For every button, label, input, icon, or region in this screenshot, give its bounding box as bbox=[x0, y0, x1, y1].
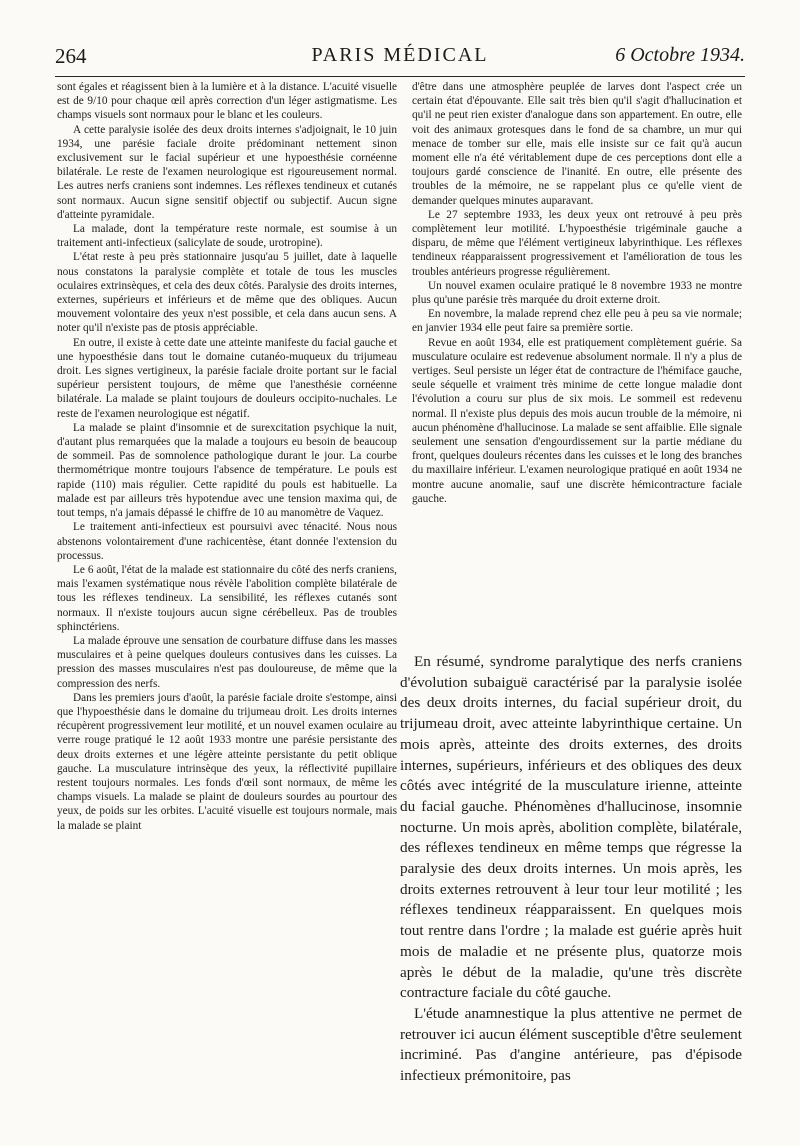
summary-paragraph: En résumé, syndrome paralytique des nerfs craniens d'évolution subaiguë caractérisé par la paralysie isolée des deux droits internes, du facial supérieur droit, du trijumeau droit, avec atteinte labyrinthique certaine. Un mois après, atteinte des droits externes, des droits internes, supérieurs, inférieurs et des obliques des deux côtés avec intégrité de la musculature irienne, atteinte du facial gauche. Phénomènes d'hallucinose, insomnie nocturne. Un mois après, abolition complète, bilatérale, des réflexes tendineux en même temps que régresse la paralysie des deux droits internes. Un mois après, les droits externes retrouvent à leur tour leur motilité ; les réflexes tendineux réapparaissent. En quelques mois tout rentre dans l'ordre ; la malade est guérie après huit mois de maladie et ne présente plus, quatorze mois après le début de la maladie, qu'une très discrète contracture faciale du côté gauche. bbox=[400, 653, 742, 1002]
paragraph: Le 27 septembre 1933, les deux yeux ont retrouvé à peu près complètement leur motilité. L'hypoesthésie trigéminale gauche a disparu, de même que l'élément vertigineux labyrinthique. Les réflexes tendineux réapparaissent progressivement et l'amélioration de tous les troubles antérieurs progresse régulièrement. bbox=[412, 208, 742, 278]
paragraph: La malade éprouve une sensation de courbature diffuse dans les masses musculaires et à peine quelques douleurs contusives dans les cuisses. La pression des masses musculaires n'est pas douloureuse, de même que la compression des nerfs. bbox=[57, 634, 397, 690]
paragraph: Dans les premiers jours d'août, la parésie faciale droite s'estompe, ainsi que l'hypoesthésie dans le domaine du trijumeau droit. Les droits internes récupèrent progressivement leur motilité, et un nouvel examen oculaire au verre rouge pratiqué le 12 août 1933 montre une parésie persistante des deux droits externes et une légère atteinte persistante du petit oblique gauche. La musculature intrinsèque des yeux, la réflectivité pupillaire restent toujours normales. Les fonds d'œil sont normaux, de même les champs visuels. La malade se plaint de douleurs sourdes au pourtour des yeux, de poids sur les orbites. L'acuité visuelle est toujours normale, mais la malade se plaint bbox=[57, 691, 397, 832]
left-column bbox=[57, 80, 397, 833]
right-column bbox=[412, 80, 742, 506]
journal-title: PARIS MÉDICAL bbox=[311, 44, 489, 66]
summary-paragraph: L'étude anamnestique la plus attentive ne permet de retrouver ici aucun élément susceptible d'être seulement incriminé. Pas d'angine antérieure, pas d'épisode infectieux prémonitoire, pas bbox=[400, 1004, 742, 1085]
page-number: 264 bbox=[55, 44, 87, 68]
paragraph: Revue en août 1934, elle est pratiquement complètement guérie. Sa musculature oculaire est redevenue absolument normale. Il n'y a plus de vertiges. Seul persiste un léger état de contracture de l'hémiface gauche, seule séquelle et vraiment très minime de cette longue maladie dont l'évolution a couru sur plus de six mois. Le sommeil est redevenu normal. Il n'existe plus depuis des mois aucun trouble de la mémoire, ni aucun phénomène d'hallucinose. La malade se sent affaiblie. Elle signale seulement une sensation d'engourdissement sur la partie médiane du front, quelques douleurs récentes dans les cuisses et le long des branches du maxillaire inférieur. L'examen neurologique pratiqué en août 1934 ne montre aucune anomalie, sauf une discrète hémicontracture faciale gauche. bbox=[412, 336, 742, 505]
paragraph: Le traitement anti-infectieux est poursuivi avec ténacité. Nous nous abstenons volontairement d'une rachicentèse, étant donnée l'extension du processus. bbox=[57, 521, 397, 562]
paragraph: En novembre, la malade reprend chez elle peu à peu sa vie normale; en janvier 1934 elle peut faire sa première sortie. bbox=[412, 308, 742, 335]
paragraph: sont égales et réagissent bien à la lumière et à la distance. L'acuité visuelle est de 9/10 pour chaque œil après correction d'un léger astigmatisme. Les champs visuels sont normaux pour le blanc et les couleurs. bbox=[57, 81, 397, 122]
paragraph: Un nouvel examen oculaire pratiqué le 8 novembre 1933 ne montre plus qu'une parésie très marquée du droit externe droit. bbox=[412, 279, 742, 307]
paragraph: A cette paralysie isolée des deux droits internes s'adjoignait, le 10 juin 1934, une parésie faciale droite prédominant nettement sinon exclusivement sur le facial supérieur et une hypoesthésie cornéenne bilatérale. Le reste de l'examen neurologique est rigoureusement normal. Les autres nerfs craniens sont indemnes. Les réflexes tendineux et cutanés sont normaux. Aucun signe sensitif objectif ou subjectif. Aucun signe d'atteinte pyramidale. bbox=[57, 123, 397, 221]
paragraph: La malade, dont la température reste normale, est soumise à un traitement anti-infectieux (salicylate de soude, urotropine). bbox=[57, 223, 397, 250]
paragraph: La malade se plaint d'insomnie et de surexcitation psychique la nuit, d'autant plus remarquées que la malade a toujours eu besoin de beaucoup de sommeil. Pas de somnolence pathologique durant le jour. La courbe thermométrique montre toujours l'absence de température. Le pouls est rapide (110) mais régulier. Cette rapidité du pouls est habituelle. La malade est par ailleurs très hypotendue avec une tension maxima qui, de tout temps, n'a jamais dépassé le chiffre de 10 au manomètre de Vaquez. bbox=[57, 421, 397, 520]
paragraph: d'être dans une atmosphère peuplée de larves dont l'aspect crée un certain état d'épouvante. Elle sait très bien qu'il s'agit d'hallucination et qu'il ne peut rien exister d'analogue dans son appartement. En outre, elle voit des animaux grotesques dans le fond de sa chambre, un mur qui menace de tomber sur elle, mais elle insiste sur ce fait qu'à aucun moment elle n'a été véritablement dupe de ces perceptions dont elle a toujours gardé conscience de l'inanité. En outre, elle présente des troubles de la mémoire, ne se rappelant plus ce qu'elle vient de demander quelques minutes auparavant. bbox=[412, 81, 742, 207]
paragraph: L'état reste à peu près stationnaire jusqu'au 5 juillet, date à laquelle nous constatons la paralysie complète et totale de tous les muscles oculaires extrinsèques, et cela des deux côtés. Paralysie des droits internes, externes, supérieurs et inférieurs et de même que des obliques. Aucun mouvement volontaire des yeux n'est possible, et cela dans aucun sens. A noter qu'il n'existe pas de ptosis appréciable. bbox=[57, 251, 397, 335]
summary-section bbox=[400, 652, 742, 1087]
running-header bbox=[55, 44, 745, 77]
paragraph: Le 6 août, l'état de la malade est stationnaire du côté des nerfs craniens, mais l'examen systématique nous révèle l'abolition complète bilatérale de tous les réflexes tendineux. La sensibilité, les réflexes cutanés sont normaux. Il n'existe toujours aucun signe cérébelleux. Pas de troubles sphinctériens. bbox=[57, 563, 397, 633]
issue-date: 6 Octobre 1934. bbox=[615, 44, 745, 66]
paragraph: En outre, il existe à cette date une atteinte manifeste du facial gauche et une hypoesthésie dans tout le domaine cutanéo-muqueux du trijumeau droit. Les signes vertigineux, la parésie faciale droite portant sur le facial supérieur persistent toujours, de même que l'anesthésie cornéenne bilatérale. La malade se plaint toujours de douleurs occipito-nuchales. Le reste de l'examen neurologique est négatif. bbox=[57, 336, 397, 420]
